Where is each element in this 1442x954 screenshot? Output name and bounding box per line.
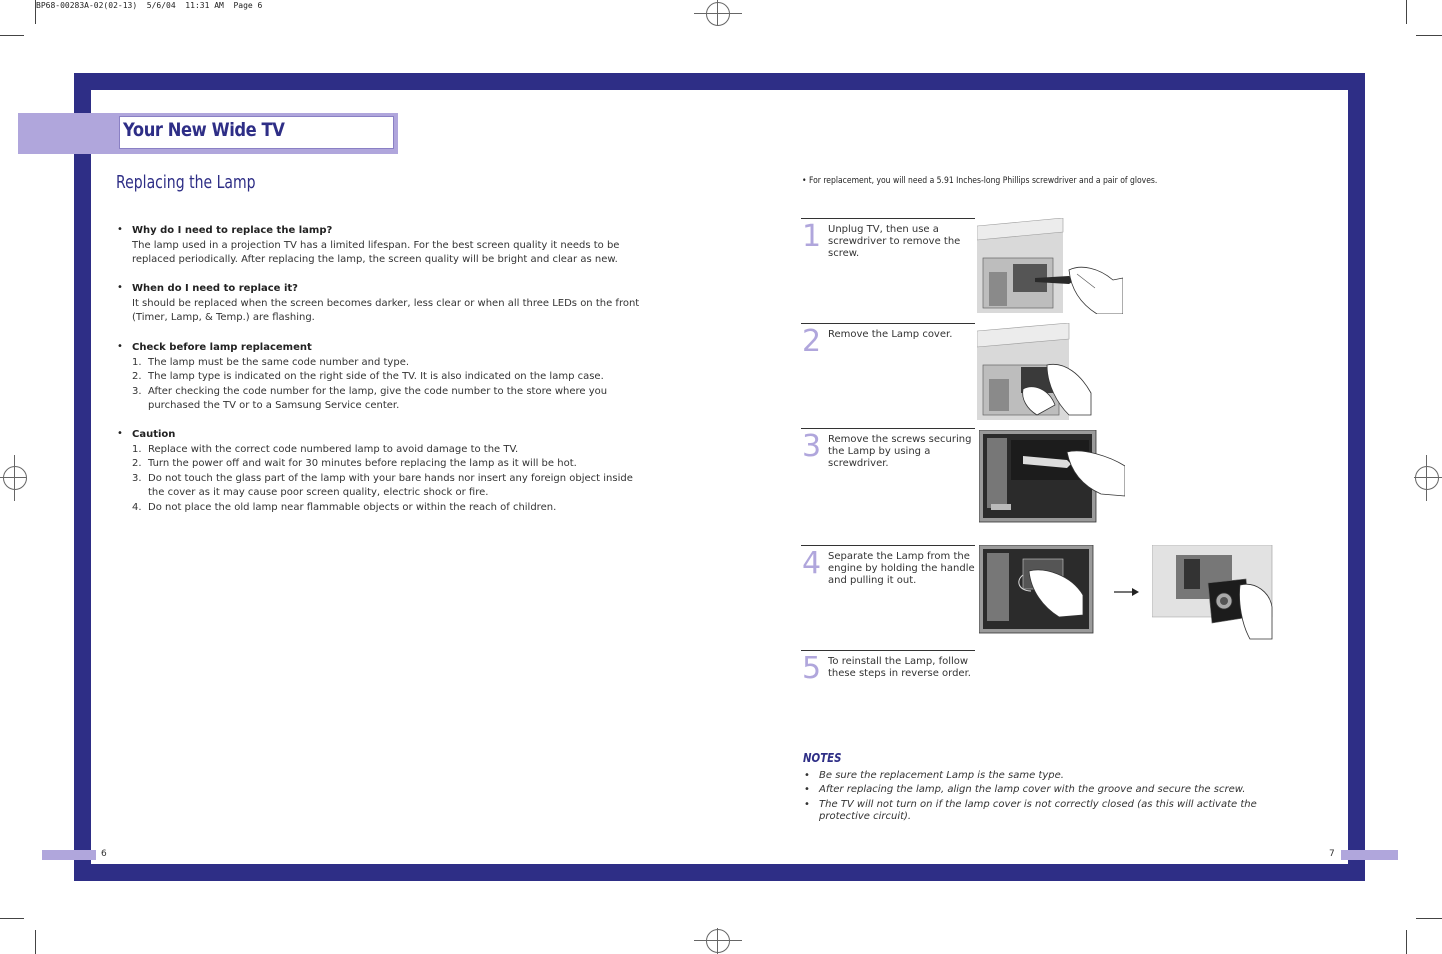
page-title: Your New Wide TV (123, 119, 285, 141)
check-heading: Check before lamp replacement (132, 342, 312, 353)
body-line: It should be replaced when the screen becomes darker, less clear or when all three LEDs on the front (132, 297, 640, 309)
list-item-continued: purchased the TV or to a Samsung Service center. (148, 400, 400, 411)
step3-illustration (979, 430, 1125, 524)
page-number-right: 7 (1329, 849, 1335, 859)
crop-mark (0, 918, 24, 919)
step-text: Remove the screws securing the Lamp by using a screwdriver. (828, 434, 972, 469)
section-title: Replacing the Lamp (116, 172, 256, 193)
list-item-continued: the cover as it may cause poor screen quality, electric shock or fire. (148, 487, 489, 498)
list-item: 1. Replace with the correct code numbered lamp to avoid damage to the TV. (132, 443, 519, 455)
page-number-tab-left (42, 850, 96, 860)
crop-mark (0, 35, 24, 36)
bullet: • (117, 224, 123, 235)
step2-illustration (977, 323, 1123, 421)
list-item: 2. Turn the power off and wait for 30 minutes before replacing the lamp as it will be hot. (132, 458, 577, 469)
caution-block (132, 428, 633, 515)
body-line: (Timer, Lamp, & Temp.) are flashing. (132, 312, 315, 323)
step-divider (801, 650, 975, 651)
page-number-left: 6 (101, 849, 107, 859)
step-number: 5 (802, 651, 822, 686)
crop-mark (1416, 35, 1442, 36)
crop-mark (35, 0, 36, 24)
list-item: 1. The lamp must be the same code number and type. (132, 356, 410, 368)
step-divider (801, 428, 975, 429)
question-block (132, 224, 619, 268)
check-block (132, 341, 607, 414)
list-item: 3. After checking the code number for the lamp, give the code number to the store where you (132, 385, 608, 397)
step-number: 4 (802, 546, 822, 581)
note-item: • The TV will not turn on if the lamp cover is not correctly closed (as this will activate the (804, 799, 1257, 810)
arrow-icon (1112, 586, 1140, 598)
step-text: Remove the Lamp cover. (828, 329, 953, 340)
step-text: Separate the Lamp from the engine by holding the handle and pulling it out. (828, 551, 975, 586)
caution-heading: Caution (132, 429, 176, 440)
list-item: 2. The lamp type is indicated on the right side of the TV. It is also indicated on the lamp case. (132, 371, 604, 382)
crop-mark (1406, 930, 1407, 954)
print-header: BP68-00283A-02(02-13) 5/6/04 11:31 AM Page 6 (36, 1, 263, 10)
step-divider (801, 323, 975, 324)
step-divider (801, 218, 975, 219)
step-number: 1 (802, 219, 822, 254)
notes-title: NOTES (803, 751, 842, 765)
body-line: The lamp used in a projection TV has a limited lifespan. For the best screen quality it needs to be (132, 239, 620, 251)
list-item: 3. Do not touch the glass part of the lamp with your bare hands nor insert any foreign object inside (132, 472, 633, 484)
step4-illustration (979, 545, 1095, 635)
question-heading: When do I need to replace it? (132, 283, 298, 294)
step1-illustration (977, 218, 1123, 314)
note-item: • After replacing the lamp, align the lamp cover with the groove and secure the screw. (804, 784, 1246, 795)
requirement-note: • For replacement, you will need a 5.91 Inches-long Phillips screwdriver and a pair of gloves. (802, 176, 1158, 186)
lamp-removed-illustration (1152, 545, 1274, 640)
note-item: • Be sure the replacement Lamp is the same type. (804, 770, 1064, 781)
step-text: Unplug TV, then use a screwdriver to remove the screw. (828, 224, 961, 259)
bullet: • (117, 341, 123, 352)
step-text: To reinstall the Lamp, follow these steps in reverse order. (828, 656, 971, 679)
step-number: 2 (802, 324, 822, 359)
step-divider (801, 545, 975, 546)
bullet: • (117, 282, 123, 293)
page-number-tab-right (1341, 850, 1398, 860)
body-line: replaced periodically. After replacing the lamp, the screen quality will be bright and clear as new. (132, 254, 618, 265)
step-number: 3 (802, 429, 822, 464)
question-heading: Why do I need to replace the lamp? (132, 225, 333, 236)
note-item-continued: protective circuit). (819, 811, 912, 822)
crop-mark (35, 930, 36, 954)
list-item: 4. Do not place the old lamp near flammable objects or within the reach of children. (132, 501, 557, 513)
bullet: • (117, 428, 123, 439)
question-block (132, 282, 639, 326)
crop-mark (1416, 918, 1442, 919)
crop-mark (1406, 0, 1407, 24)
